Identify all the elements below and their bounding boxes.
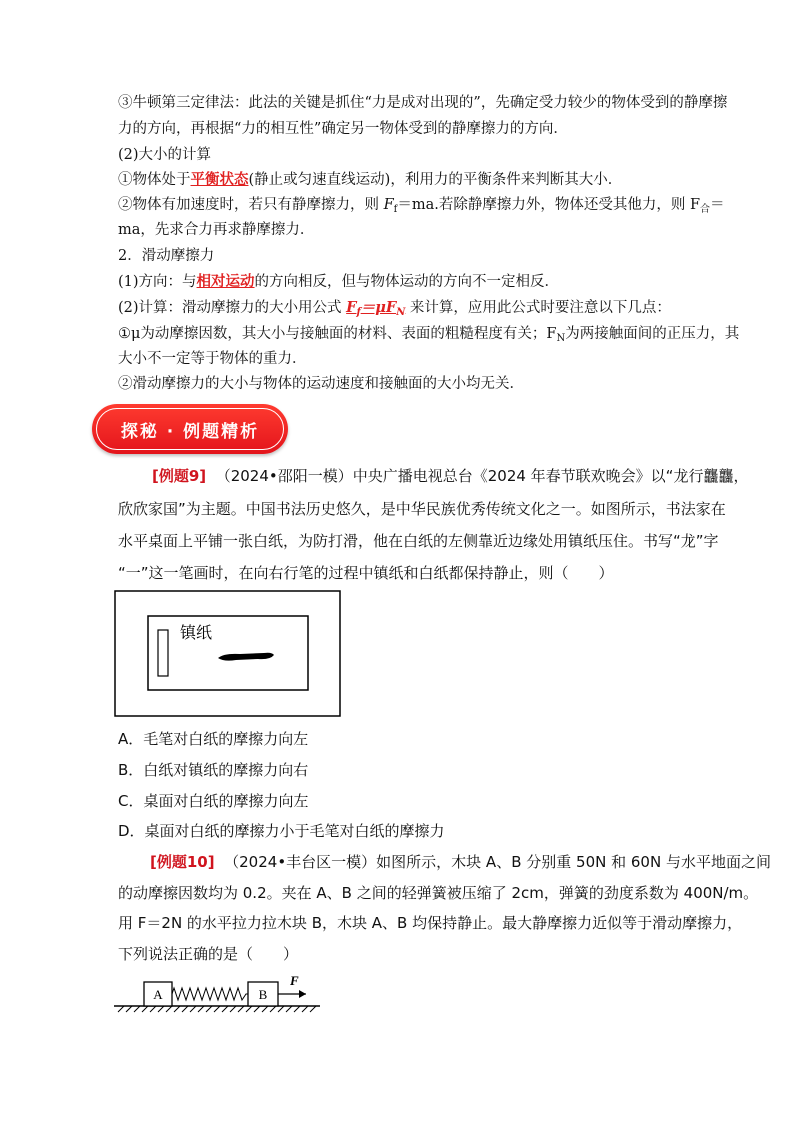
formula-sub: N xyxy=(556,333,566,344)
text-fragment: ＝ xyxy=(710,197,725,213)
text-fragment: (静止或匀速直线运动)，利用力的平衡条件来判断其大小． xyxy=(248,172,623,188)
example-line: 用 F＝2N 的水平拉力拉木块 B，木块 A、B 均保持静止。最大静摩擦力近似等于滑动摩擦力， xyxy=(118,914,743,932)
text-fragment: ＝ma.若除静摩擦力外，物体还受其他力，则 F xyxy=(397,197,701,213)
paperweight-label: 镇纸 xyxy=(180,623,213,642)
text-line xyxy=(118,324,739,349)
text-fragment: （2024•邵阳一模）中央广播电视总台《2024 年春节联欢晚会》以“龙行龘龘， xyxy=(215,467,749,485)
formula-var: F xyxy=(346,299,357,316)
text-fragment: (2)计算：滑动摩擦力的大小用公式 xyxy=(118,300,347,316)
example-line: 欣欣家国”为主题。中国书法历史悠久，是中华民族优秀传统文化之一。如图所示，书法家在 xyxy=(118,500,726,518)
text-fragment: ②物体有加速度时，若只有静摩擦力，则 xyxy=(118,197,384,213)
text-fragment: 为两接触面间的正压力，其 xyxy=(565,326,740,342)
text-fragment: ①μ为动摩擦因数，其大小与接触面的材料、表面的粗糙程度有关；F xyxy=(118,326,557,342)
text-line xyxy=(118,195,725,220)
paper-outline xyxy=(148,616,308,690)
example-line xyxy=(150,852,771,872)
option-b[interactable]: B．白纸对镇纸的摩擦力向右 xyxy=(118,761,309,779)
formula-highlight xyxy=(346,299,405,316)
text-fragment: (1)方向：与 xyxy=(118,274,197,290)
example-tag: [例题9] xyxy=(152,467,207,485)
option-a[interactable]: A．毛笔对白纸的摩擦力向左 xyxy=(118,730,309,748)
text-line: ③牛顿第三定律法：此法的关键是抓住“力是成对出现的”，先确定受力较少的物体受到的静摩擦 xyxy=(118,95,728,111)
example-line: 的动摩擦因数均为 0.2。夹在 A、B 之间的轻弹簧被压缩了 2cm，弹簧的劲度系数为 400N/m。 xyxy=(118,884,759,902)
ground-hatching xyxy=(118,1006,316,1012)
formula-sub: f xyxy=(393,204,398,215)
section-banner xyxy=(92,404,288,454)
text-line xyxy=(118,298,671,323)
text-fragment: （2024•丰台区一模）如图所示，木块 A、B 分别重 50N 和 60N 与水平地面之间 xyxy=(224,853,771,871)
example-tag: [例题10] xyxy=(150,853,215,871)
text-fragment: 来计算，应用此公式时要注意以下几点： xyxy=(405,300,671,316)
text-line: (2)大小的计算 xyxy=(118,147,212,163)
formula-var: F xyxy=(383,197,394,213)
keyword-highlight: 相对运动 xyxy=(196,273,255,290)
text-line xyxy=(118,170,622,190)
text-line xyxy=(118,272,559,292)
example-line: 水平桌面上平铺一张白纸，为防打滑，他在白纸的左侧靠近边缘处用镇纸压住。书写“龙”字 xyxy=(118,532,719,550)
spring xyxy=(172,988,248,1000)
keyword-highlight: 平衡状态 xyxy=(190,171,249,188)
example-line xyxy=(152,466,748,486)
banner-label: 探秘 · 例题精析 xyxy=(120,422,260,442)
formula-sub: f xyxy=(356,307,361,318)
paperweight-figure xyxy=(114,590,342,718)
spring-blocks-figure xyxy=(112,970,322,1016)
force-label: F xyxy=(290,973,299,988)
force-arrowhead xyxy=(299,990,306,998)
text-fragment: 的方向相反，但与物体运动的方向不一定相反． xyxy=(254,274,560,290)
formula-var: ＝μF xyxy=(360,299,397,316)
paperweight xyxy=(158,630,168,676)
example-line: 下列说法正确的是（ ） xyxy=(118,945,299,963)
option-c[interactable]: C．桌面对白纸的摩擦力向左 xyxy=(118,792,309,810)
option-d[interactable]: D．桌面对白纸的摩擦力小于毛笔对白纸的摩擦力 xyxy=(118,822,445,840)
text-fragment: ①物体处于 xyxy=(118,172,191,188)
text-line: 大小不一定等于物体的重力． xyxy=(118,351,307,367)
formula-sub: 合 xyxy=(700,204,711,215)
text-line: ②滑动摩擦力的大小与物体的运动速度和接触面的大小均无关． xyxy=(118,376,524,392)
example-line: “一”这一笔画时，在向右行笔的过程中镇纸和白纸都保持静止，则（ ） xyxy=(118,564,614,582)
formula-sub: N xyxy=(396,307,406,318)
text-line: 2．滑动摩擦力 xyxy=(118,248,215,264)
block-b-label: B xyxy=(258,987,268,1002)
text-line: 力的方向，再根据“力的相互性”确定另一物体受到的静摩擦力的方向． xyxy=(118,121,568,137)
block-a-label: A xyxy=(153,987,163,1002)
text-line: ma，先求合力再求静摩擦力． xyxy=(118,222,315,238)
